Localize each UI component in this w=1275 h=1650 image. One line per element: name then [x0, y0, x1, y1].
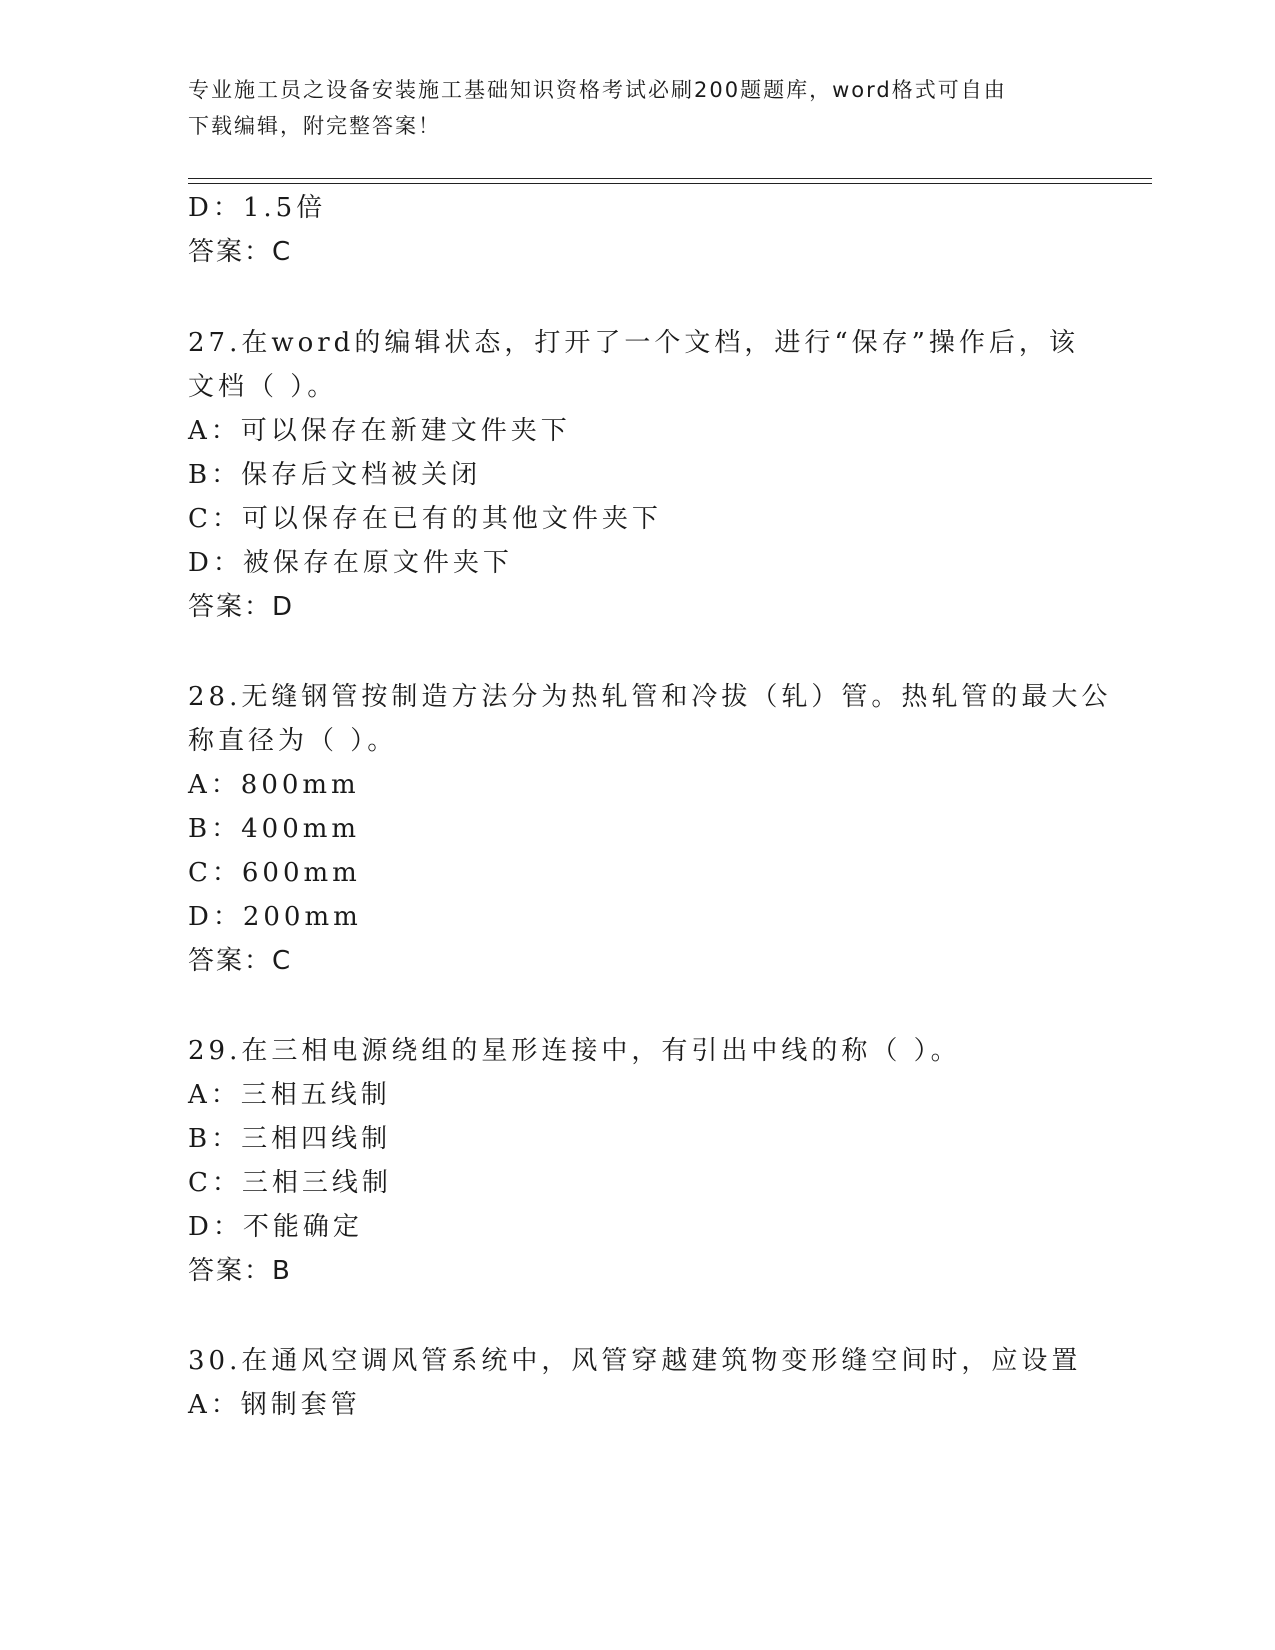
q30-option-a: A：钢制套管 — [188, 1390, 361, 1420]
q27-answer: 答案：D — [188, 592, 295, 622]
header-title-line-1: 专业施工员之设备安装施工基础知识资格考试必刷200题题库，word格式可自由 — [188, 78, 1007, 102]
q28-option-a: A：800mm — [188, 770, 360, 800]
header-divider-top — [188, 178, 1152, 179]
q28-option-d: D：200mm — [188, 902, 362, 932]
q27-stem-line-1: 27.在word的编辑状态，打开了一个文档，进行“保存”操作后，该 — [188, 328, 1079, 358]
q30-stem-line-1: 30.在通风空调风管系统中，风管穿越建筑物变形缝空间时，应设置 — [188, 1346, 1082, 1376]
header-title-line-2: 下载编辑，附完整答案！ — [188, 114, 441, 138]
q28-answer: 答案：C — [188, 946, 293, 976]
q29-option-d: D：不能确定 — [188, 1212, 363, 1242]
prev-option-d: D：1.5倍 — [188, 193, 327, 223]
q27-option-a: A：可以保存在新建文件夹下 — [188, 416, 571, 446]
q27-option-b: B：保存后文档被关闭 — [188, 460, 482, 490]
q27-option-d: D：被保存在原文件夹下 — [188, 548, 513, 578]
q29-answer: 答案：B — [188, 1256, 292, 1286]
q29-stem-line-1: 29.在三相电源绕组的星形连接中，有引出中线的称（ ）。 — [188, 1036, 961, 1066]
prev-answer: 答案：C — [188, 237, 293, 267]
document-header — [188, 72, 1088, 144]
q29-option-a: A：三相五线制 — [188, 1080, 391, 1110]
q28-option-c: C：600mm — [188, 858, 361, 888]
q29-option-c: C：三相三线制 — [188, 1168, 392, 1198]
header-divider-bottom — [188, 183, 1152, 184]
q29-option-b: B：三相四线制 — [188, 1124, 392, 1154]
q28-option-b: B：400mm — [188, 814, 361, 844]
q27-option-c: C：可以保存在已有的其他文件夹下 — [188, 504, 662, 534]
q27-stem-line-2: 文档（ ）。 — [188, 372, 338, 402]
q28-stem-line-2: 称直径为（ ）。 — [188, 726, 398, 756]
q28-stem-line-1: 28.无缝钢管按制造方法分为热轧管和冷拔（轧）管。热轧管的最大公 — [188, 682, 1112, 712]
